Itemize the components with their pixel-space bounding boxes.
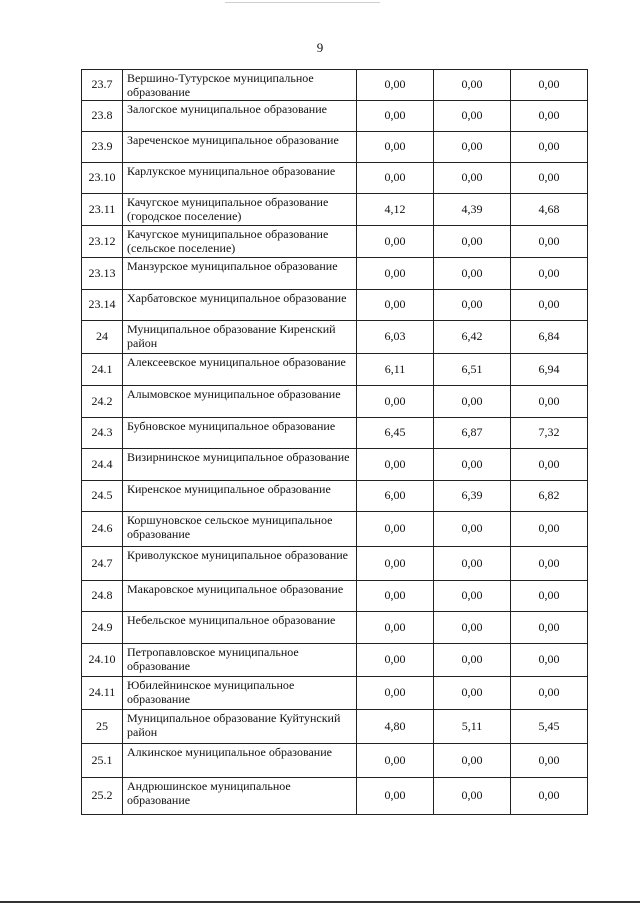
row-value-1-cell: 0,00 (357, 581, 434, 612)
row-value-2-cell: 0,00 (434, 612, 511, 644)
table-row (82, 644, 588, 677)
table-row (82, 258, 588, 290)
row-name-cell: Вершино-Тутурское муниципальное образование (123, 70, 357, 101)
row-value-1-cell: 0,00 (357, 778, 434, 815)
table-row (82, 321, 588, 354)
table-row (82, 290, 588, 321)
row-value-2-cell: 0,00 (434, 70, 511, 101)
row-value-1-cell: 0,00 (357, 290, 434, 321)
table-row (82, 449, 588, 481)
table-row (82, 512, 588, 547)
row-value-3-cell: 0,00 (511, 163, 588, 194)
row-value-3-cell: 0,00 (511, 744, 588, 778)
row-name-cell: Киренское муниципальное образование (123, 481, 357, 512)
data-table (81, 69, 588, 815)
row-number-cell: 23.14 (82, 290, 123, 321)
row-number-cell: 23.13 (82, 258, 123, 290)
table-row (82, 778, 588, 815)
row-value-1-cell: 0,00 (357, 449, 434, 481)
row-value-2-cell: 0,00 (434, 547, 511, 581)
row-number-cell: 24.2 (82, 386, 123, 418)
table-row (82, 226, 588, 258)
row-number-cell: 24.10 (82, 644, 123, 677)
table-row (82, 194, 588, 226)
row-value-2-cell: 0,00 (434, 226, 511, 258)
table-row (82, 418, 588, 449)
table-row (82, 677, 588, 710)
row-value-3-cell: 0,00 (511, 581, 588, 612)
row-name-cell: Юбилейнинское муниципальное образование (123, 677, 357, 710)
row-name-cell: Качугское муниципальное образование (сельское поселение) (123, 226, 357, 258)
table-row (82, 132, 588, 163)
row-value-1-cell: 0,00 (357, 512, 434, 547)
row-value-1-cell: 0,00 (357, 644, 434, 677)
table-row (82, 481, 588, 512)
row-name-cell: Алкинское муниципальное образование (123, 744, 357, 778)
row-value-3-cell: 6,94 (511, 354, 588, 386)
row-name-cell: Петропавловское муниципальное образование (123, 644, 357, 677)
row-name-cell: Криволукское муниципальное образование (123, 547, 357, 581)
table-body (82, 70, 588, 815)
row-value-3-cell: 0,00 (511, 290, 588, 321)
row-name-cell: Манзурское муниципальное образование (123, 258, 357, 290)
table-row (82, 612, 588, 644)
row-value-2-cell: 6,87 (434, 418, 511, 449)
row-name-cell: Зареченское муниципальное образование (123, 132, 357, 163)
row-number-cell: 24.11 (82, 677, 123, 710)
row-value-3-cell: 0,00 (511, 449, 588, 481)
row-value-1-cell: 0,00 (357, 744, 434, 778)
row-number-cell: 24.7 (82, 547, 123, 581)
row-value-3-cell: 0,00 (511, 70, 588, 101)
row-value-3-cell: 0,00 (511, 101, 588, 132)
row-name-cell: Залогское муниципальное образование (123, 101, 357, 132)
table-row (82, 581, 588, 612)
row-name-cell: Харбатовское муниципальное образование (123, 290, 357, 321)
row-value-2-cell: 6,42 (434, 321, 511, 354)
row-value-3-cell: 5,45 (511, 710, 588, 744)
row-value-1-cell: 0,00 (357, 132, 434, 163)
row-value-1-cell: 0,00 (357, 101, 434, 132)
row-name-cell: Муниципальное образование Куйтунский район (123, 710, 357, 744)
row-value-3-cell: 0,00 (511, 677, 588, 710)
row-value-2-cell: 0,00 (434, 101, 511, 132)
row-value-3-cell: 0,00 (511, 778, 588, 815)
row-value-2-cell: 0,00 (434, 449, 511, 481)
row-number-cell: 23.12 (82, 226, 123, 258)
row-value-3-cell: 0,00 (511, 132, 588, 163)
row-value-1-cell: 0,00 (357, 163, 434, 194)
row-number-cell: 25 (82, 710, 123, 744)
top-edge-line (225, 2, 380, 3)
row-value-2-cell: 0,00 (434, 258, 511, 290)
row-value-2-cell: 0,00 (434, 744, 511, 778)
row-number-cell: 24.1 (82, 354, 123, 386)
row-value-2-cell: 0,00 (434, 386, 511, 418)
row-number-cell: 25.2 (82, 778, 123, 815)
row-value-3-cell: 0,00 (511, 612, 588, 644)
row-value-3-cell: 0,00 (511, 512, 588, 547)
row-name-cell: Визирнинское муниципальное образование (123, 449, 357, 481)
row-value-1-cell: 0,00 (357, 258, 434, 290)
row-number-cell: 23.8 (82, 101, 123, 132)
row-value-1-cell: 4,12 (357, 194, 434, 226)
row-value-1-cell: 6,45 (357, 418, 434, 449)
row-number-cell: 24.6 (82, 512, 123, 547)
row-value-3-cell: 6,82 (511, 481, 588, 512)
row-value-2-cell: 0,00 (434, 132, 511, 163)
row-value-1-cell: 0,00 (357, 226, 434, 258)
row-value-2-cell: 0,00 (434, 290, 511, 321)
table-row (82, 710, 588, 744)
row-name-cell: Андрюшинское муниципальное образование (123, 778, 357, 815)
table-row (82, 354, 588, 386)
row-value-1-cell: 0,00 (357, 547, 434, 581)
row-value-1-cell: 4,80 (357, 710, 434, 744)
row-value-3-cell: 4,68 (511, 194, 588, 226)
row-value-1-cell: 6,11 (357, 354, 434, 386)
row-value-3-cell: 0,00 (511, 386, 588, 418)
row-name-cell: Алексеевское муниципальное образование (123, 354, 357, 386)
row-value-2-cell: 0,00 (434, 677, 511, 710)
row-number-cell: 24.8 (82, 581, 123, 612)
row-value-3-cell: 0,00 (511, 226, 588, 258)
row-number-cell: 24.9 (82, 612, 123, 644)
row-value-2-cell: 0,00 (434, 644, 511, 677)
table-row (82, 101, 588, 132)
row-value-2-cell: 0,00 (434, 163, 511, 194)
row-number-cell: 23.7 (82, 70, 123, 101)
row-name-cell: Качугское муниципальное образование (городское поселение) (123, 194, 357, 226)
row-value-2-cell: 5,11 (434, 710, 511, 744)
row-value-1-cell: 0,00 (357, 677, 434, 710)
row-number-cell: 23.11 (82, 194, 123, 226)
row-value-1-cell: 0,00 (357, 70, 434, 101)
row-name-cell: Муниципальное образование Киренский район (123, 321, 357, 354)
page-number: 9 (316, 40, 324, 55)
bottom-edge-line (0, 901, 640, 903)
row-name-cell: Карлукское муниципальное образование (123, 163, 357, 194)
row-number-cell: 23.10 (82, 163, 123, 194)
row-value-1-cell: 6,03 (357, 321, 434, 354)
row-name-cell: Небельское муниципальное образование (123, 612, 357, 644)
row-number-cell: 24.4 (82, 449, 123, 481)
row-name-cell: Макаровское муниципальное образование (123, 581, 357, 612)
row-value-2-cell: 0,00 (434, 778, 511, 815)
row-number-cell: 24.3 (82, 418, 123, 449)
table-row (82, 547, 588, 581)
table-row (82, 163, 588, 194)
row-number-cell: 24.5 (82, 481, 123, 512)
row-name-cell: Алымовское муниципальное образование (123, 386, 357, 418)
row-value-2-cell: 6,51 (434, 354, 511, 386)
table-row (82, 386, 588, 418)
row-number-cell: 25.1 (82, 744, 123, 778)
row-value-1-cell: 0,00 (357, 612, 434, 644)
row-value-3-cell: 0,00 (511, 258, 588, 290)
row-value-2-cell: 0,00 (434, 581, 511, 612)
row-value-1-cell: 6,00 (357, 481, 434, 512)
row-value-1-cell: 0,00 (357, 386, 434, 418)
table-row (82, 744, 588, 778)
row-value-2-cell: 6,39 (434, 481, 511, 512)
row-number-cell: 24 (82, 321, 123, 354)
row-value-2-cell: 4,39 (434, 194, 511, 226)
row-name-cell: Коршуновское сельское муниципальное образование (123, 512, 357, 547)
row-value-2-cell: 0,00 (434, 512, 511, 547)
table-row (82, 70, 588, 101)
row-value-3-cell: 6,84 (511, 321, 588, 354)
row-number-cell: 23.9 (82, 132, 123, 163)
row-name-cell: Бубновское муниципальное образование (123, 418, 357, 449)
row-value-3-cell: 7,32 (511, 418, 588, 449)
row-value-3-cell: 0,00 (511, 547, 588, 581)
row-value-3-cell: 0,00 (511, 644, 588, 677)
